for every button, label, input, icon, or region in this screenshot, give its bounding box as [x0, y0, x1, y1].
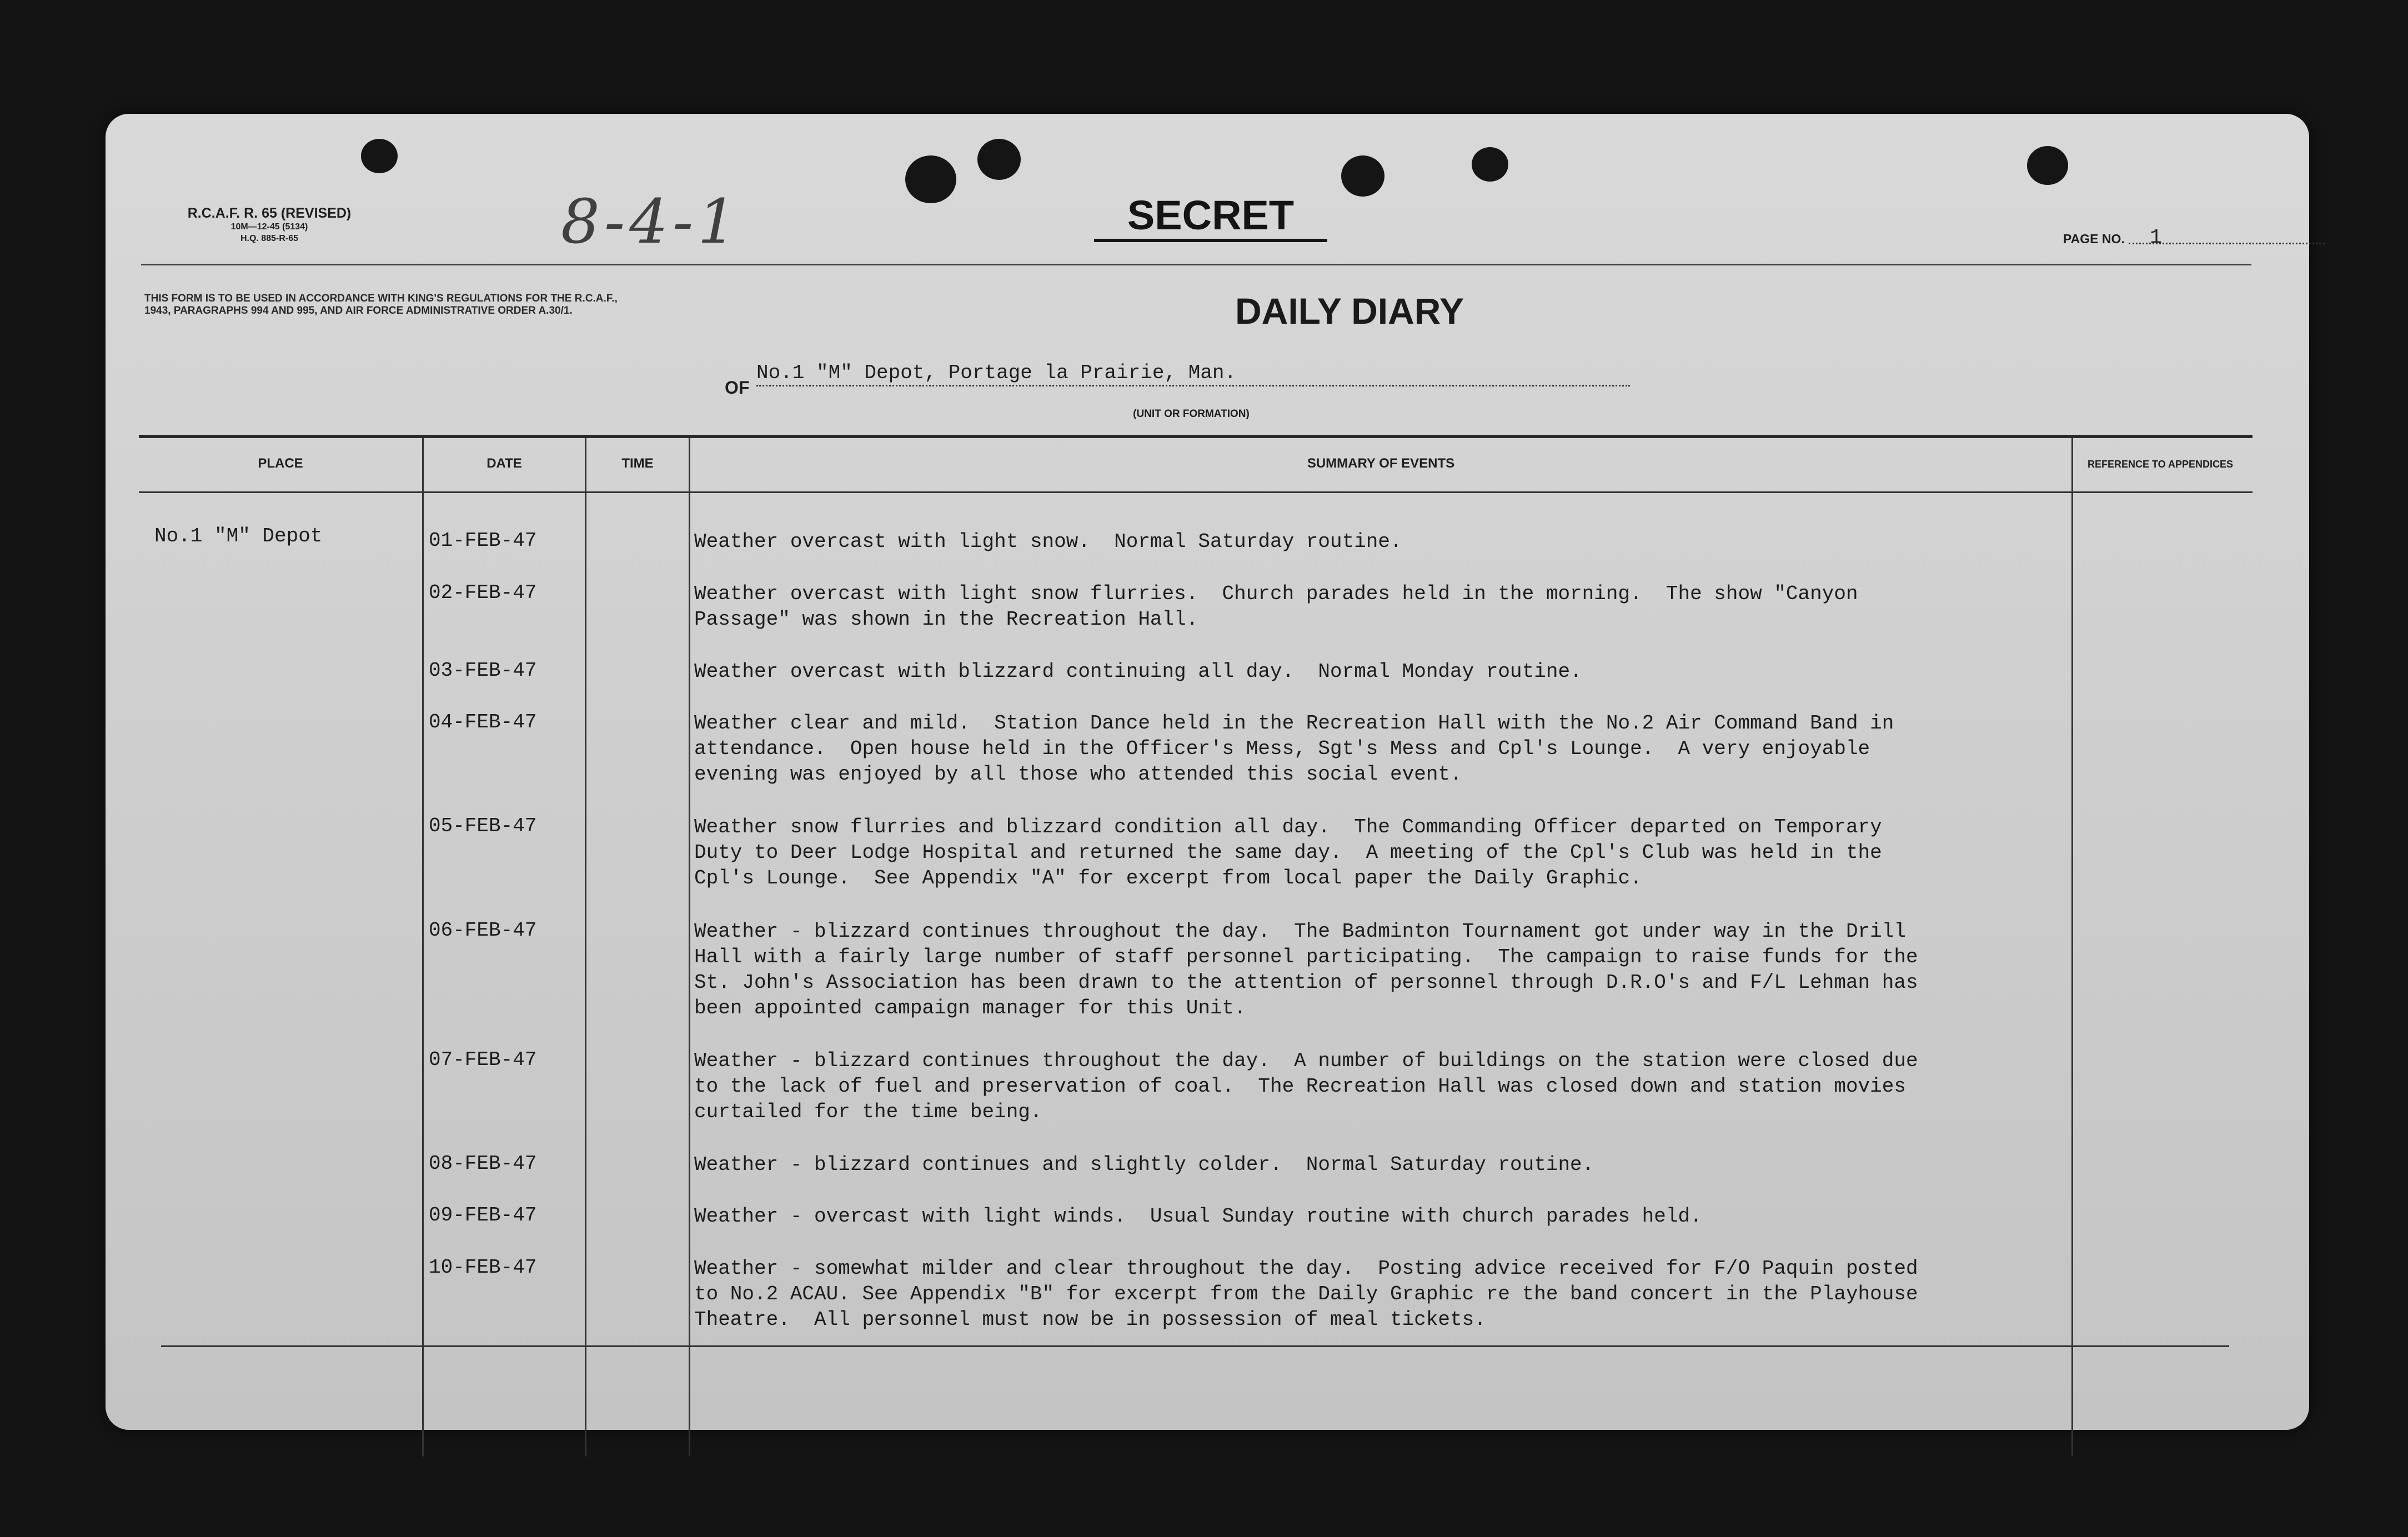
punch-hole — [2027, 146, 2068, 185]
punch-hole — [1472, 147, 1508, 182]
column-header-place: PLACE — [258, 456, 303, 471]
column-header-date: DATE — [486, 456, 522, 471]
column-header-reference: REFERENCE TO APPENDICES — [2087, 459, 2234, 470]
form-code-line: R.C.A.F. R. 65 (REVISED) — [187, 205, 352, 221]
divider — [139, 435, 2253, 438]
unit-field: No.1 "M" Depot, Portage la Prairie, Man. — [756, 361, 1630, 386]
divider — [161, 1345, 2229, 1347]
entry-summary: Weather snow flurries and blizzard condition all day. The Commanding Officer departed on Temporary Duty to Deer Lodge Hospital and returned the same day. A meeting of the Cpl's Club was held in the Cpl's Lounge. See Appendix "A" for excerpt from local paper the Daily Graphic. — [694, 816, 1882, 890]
page-title: DAILY DIARY — [1235, 290, 1464, 331]
divider — [141, 264, 2251, 265]
place-cell: No.1 "M" Depot — [154, 525, 323, 548]
entry-summary: Weather - somewhat milder and clear throughout the day. Posting advice received for F/O Paquin posted to No.2 ACAU. See Appendix "B" for excerpt from the Daily Graphic re the band concert in the Playhouse Theatre. All personnel must now be in possession of meal tickets. — [694, 1257, 1918, 1331]
form-code — [158, 205, 380, 244]
entry-date: 08-FEB-47 — [429, 1152, 537, 1175]
entry-date: 03-FEB-47 — [429, 659, 537, 682]
page-number-field — [2063, 226, 2363, 249]
entry-date: 07-FEB-47 — [429, 1048, 537, 1071]
column-header-summary: SUMMARY OF EVENTS — [1307, 456, 1455, 471]
form-instructions: THIS FORM IS TO BE USED IN ACCORDANCE WITH KING'S REGULATIONS FOR THE R.C.A.F., 1943, PARAGRAPHS 994 AND 995, AND AIR FORCE ADMINISTRATIVE ORDER A.30/1. — [144, 293, 618, 317]
entry-date: 09-FEB-47 — [429, 1204, 537, 1227]
entry-date: 02-FEB-47 — [429, 581, 537, 604]
punch-hole — [361, 139, 398, 173]
diary-form — [106, 114, 2309, 1430]
entry-date: 05-FEB-47 — [429, 815, 537, 837]
entry-summary: Weather clear and mild. Station Dance held in the Recreation Hall with the No.2 Air Command Band in attendance. Open house held in the Officer's Mess, Sgt's Mess and Cpl's Lounge. A very enjoyable evening was enjoyed by all those who attended this social event. — [694, 712, 1894, 786]
unit-of-label: OF — [725, 378, 750, 398]
column-header-time: TIME — [621, 456, 654, 471]
entry-summary: Weather - blizzard continues and slightly colder. Normal Saturday routine. — [694, 1153, 1594, 1176]
entry-summary: Weather overcast with blizzard continuing all day. Normal Monday routine. — [694, 660, 1582, 683]
handwritten-reference: 8-4-1 — [561, 186, 741, 257]
divider — [139, 491, 2253, 493]
form-code-line: H.Q. 885-R-65 — [240, 234, 299, 243]
punch-hole — [905, 155, 956, 203]
entry-date: 06-FEB-47 — [429, 919, 537, 942]
entry-summary: Weather - blizzard continues throughout the day. A number of buildings on the station were closed due to the lack of fuel and preservation of coal. The Recreation Hall was closed down and station movies curtailed for the time being. — [694, 1049, 1918, 1123]
page-number-label: PAGE NO. — [2063, 232, 2125, 246]
entry-summary: Weather - overcast with light winds. Usual Sunday routine with church parades held. — [694, 1205, 1702, 1228]
punch-hole — [1341, 155, 1384, 197]
column-divider — [585, 438, 586, 1456]
column-divider — [422, 438, 424, 1456]
entry-summary: Weather - blizzard continues throughout the day. The Badminton Tournament got under way in the Drill Hall with a fairly large number of staff personnel participating. The campaign to raise funds for the St. John's Association has been drawn to the attention of personnel through D.R.O's and F/L Lehman has been appointed campaign manager for this Unit. — [694, 920, 1918, 1019]
entry-date: 10-FEB-47 — [429, 1256, 537, 1279]
entry-date: 04-FEB-47 — [429, 711, 537, 734]
unit-caption: (UNIT OR FORMATION) — [1133, 408, 1250, 420]
column-divider — [2071, 438, 2073, 1456]
punch-hole — [977, 139, 1021, 180]
entry-summary: Weather overcast with light snow flurries. Church parades held in the morning. The show "Canyon Passage" was shown in the Recreation Hall. — [694, 582, 1858, 631]
page-number-value: 1 — [2129, 226, 2325, 244]
entry-date: 01-FEB-47 — [429, 529, 537, 552]
column-divider — [689, 438, 690, 1456]
classification-stamp: SECRET — [1094, 192, 1327, 242]
entry-summary: Weather overcast with light snow. Normal Saturday routine. — [694, 530, 1402, 553]
form-code-line: 10M—12-45 (5134) — [230, 222, 308, 232]
